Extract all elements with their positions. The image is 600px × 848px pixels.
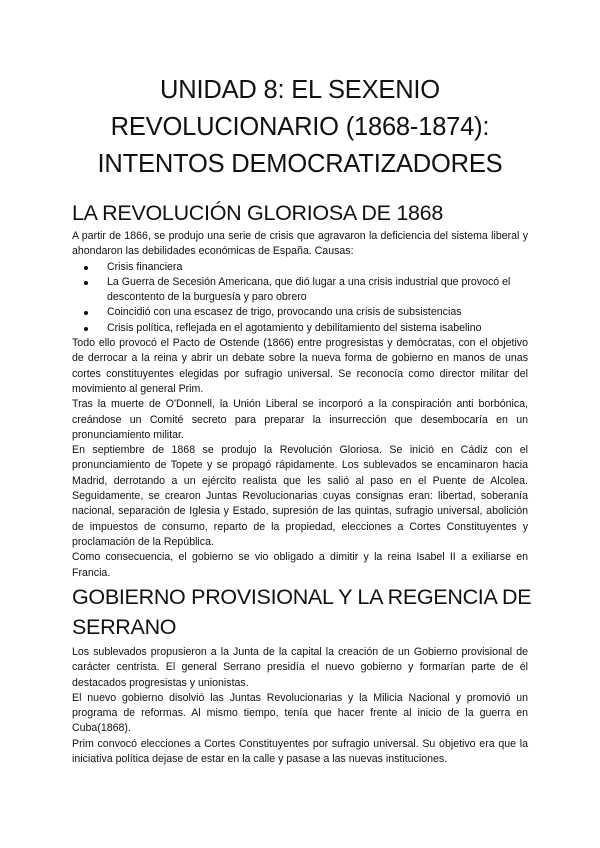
paragraph: Como consecuencia, el gobierno se vio obligado a dimitir y la reina Isabel II a exiliarse en Francia. xyxy=(72,551,528,579)
paragraph: Prim convocó elecciones a Cortes Constituyentes por sufragio universal. Su objetivo era que la iniciativa política dejase de estar en la calle y pasase a las nuevas instituciones. xyxy=(72,737,528,766)
list-item: Crisis financiera xyxy=(107,260,528,275)
causes-list xyxy=(72,260,528,336)
title-line: UNIDAD 8: EL SEXENIO xyxy=(160,76,440,104)
paragraph: El nuevo gobierno disolvió las Juntas Revolucionarias y la Milicia Nacional y promovió un programa de reformas. Al mismo tiempo, tenía que hacer frente al inicio de la guerra en Cuba(1868). xyxy=(72,691,528,735)
paragraph-intro: A partir de 1866, se produjo una serie de crisis que agravaron la deficiencia del sistema liberal y ahondaron las debilidades económicas de España. Causas: xyxy=(72,230,528,258)
section-body-revolucion xyxy=(72,229,528,581)
paragraph: Todo ello provocó el Pacto de Ostende (1866) entre progresistas y demócratas, con el objetivo de derrocar a la reina y abrir un debate sobre la nueva forma de gobierno en manos de unas cortes constituyentes elegidas por sufragio universal. Se reconocía como director militar del movimiento al general Prim. xyxy=(72,337,528,395)
title-line: INTENTOS DEMOCRATIZADORES xyxy=(97,150,503,178)
list-item: Coincidió con una escasez de trigo, provocando una crisis de subsistencias xyxy=(107,305,528,320)
page-title xyxy=(60,72,540,183)
list-item: La Guerra de Secesión Americana, que dió lugar a una crisis industrial que provocó el descontento de la burguesía y paro obrero xyxy=(107,275,528,306)
paragraph: Tras la muerte de O'Donnell, la Unión Liberal se incorporó a la conspiración anti borbónica, creándose un Comité secreto para preparar la insurrección que desembocaría en un pronunciamiento militar. xyxy=(72,398,528,441)
paragraph: Los sublevados propusieron a la Junta de la capital la creación de un Gobierno provisional de carácter centrista. El general Serrano presidía el nuevo gobierno y formarían parte de él destacados progresistas y unionistas. xyxy=(72,646,528,689)
section-heading-revolucion: LA REVOLUCIÓN GLORIOSA DE 1868 xyxy=(72,201,443,225)
title-line: REVOLUCIONARIO (1868-1874): xyxy=(110,113,490,141)
list-item: Crisis política, reflejada en el agotamiento y debilitamiento del sistema isabelino xyxy=(107,321,528,336)
section-heading-gobierno: GOBIERNO PROVISIONAL Y LA REGENCIA DE SERRANO xyxy=(72,585,532,639)
paragraph: En septiembre de 1868 se produjo la Revolución Gloriosa. Se inició en Cádiz con el pronunciamiento de Topete y se propagó rápidamente. Los sublevados se encaminaron hacia Madrid, derrotando a un ejército realista que les salió al paso en el Puente de Alcolea. Seguidamente, se crearon Juntas Revolucionarias cuyas consignas eran: libertad, soberanía nacional, separación de Iglesia y Estado, supresión de las quintas, sufragio universal, abolición de impuestos de consumo, reparto de la propiedad, elecciones a Cortes Constituyentes y proclamación de la República. xyxy=(72,444,528,548)
section-body-gobierno xyxy=(72,645,528,767)
